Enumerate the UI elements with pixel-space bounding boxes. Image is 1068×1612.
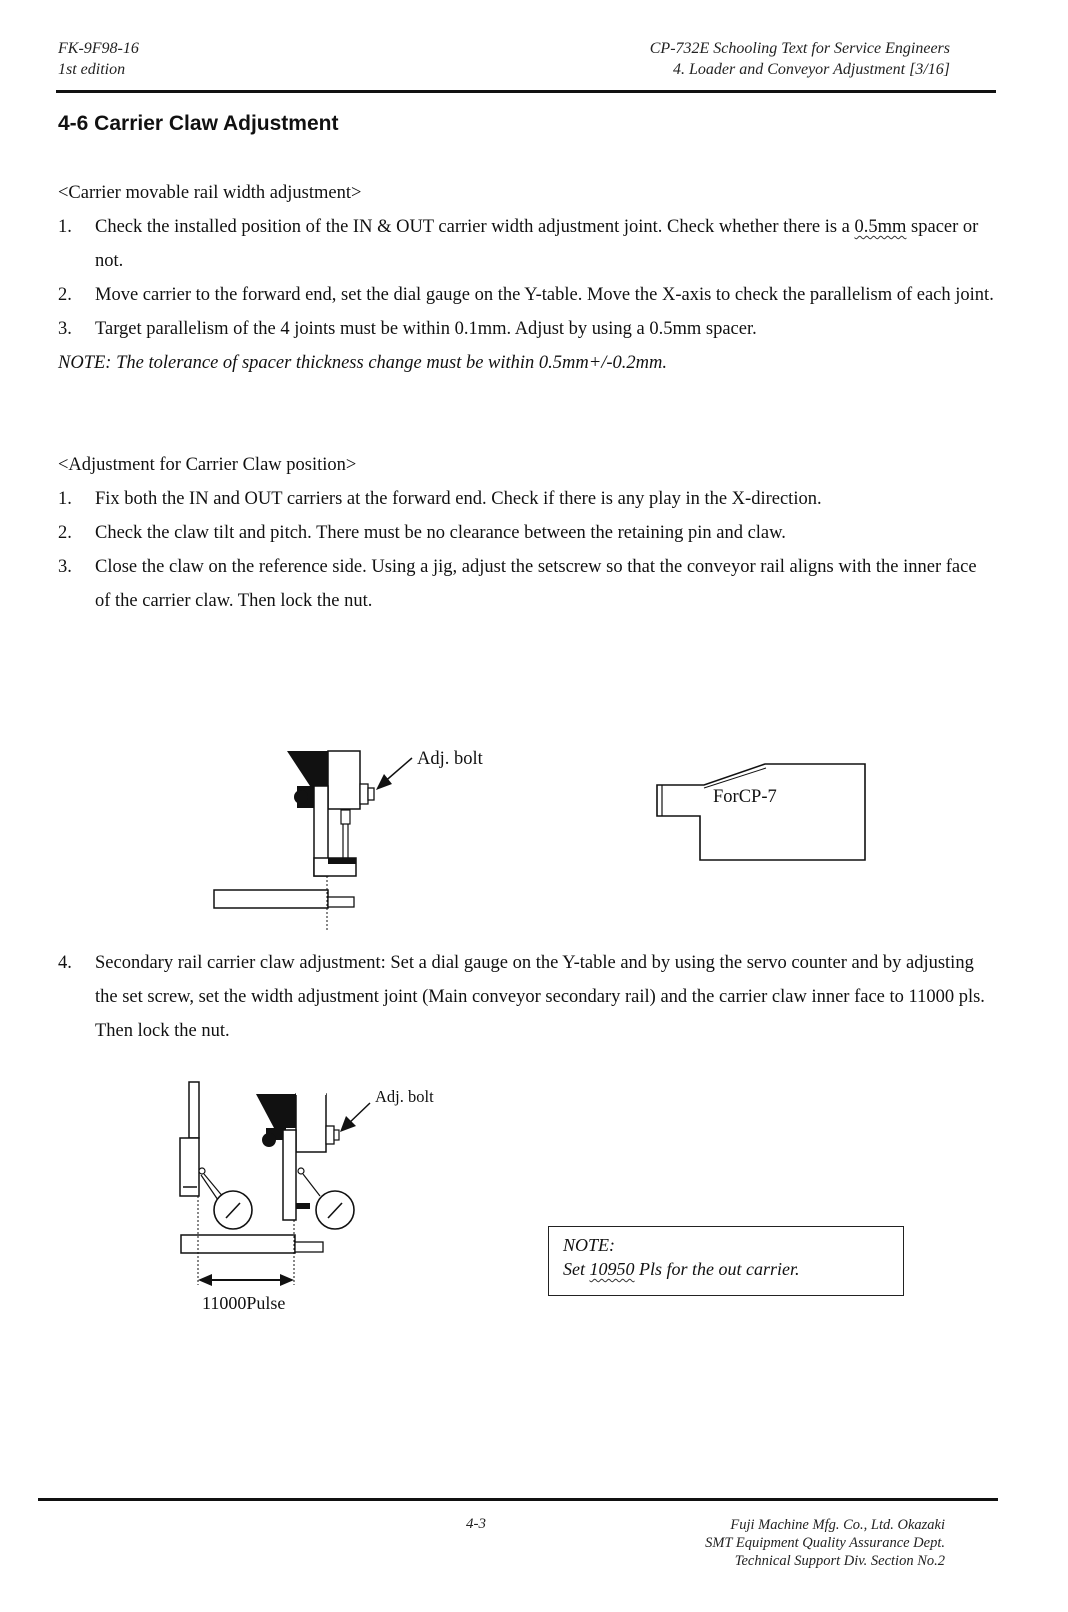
list-item: 4. Secondary rail carrier claw adjustment: Set a dial gauge on the Y-table and by using the servo counter and by adjusting the set screw, set the width adjustment joint (Main conveyor secondary rail) and the carrier claw inner face to 11000 pls. Then lock the nut.	[58, 953, 985, 1041]
part1-list	[58, 210, 998, 346]
dimension-arrow-right-icon	[280, 1274, 294, 1286]
page-number: 4-3	[466, 1516, 486, 1532]
footer-rule	[38, 1498, 998, 1501]
part1-block	[58, 176, 998, 380]
doc-id: FK-9F98-16	[58, 40, 139, 57]
chapter-title: 4. Loader and Conveyor Adjustment [3/16]	[672, 61, 950, 78]
conveyor-rail	[214, 890, 328, 908]
list-item: 2. Move carrier to the forward end, set the dial gauge on the Y-table. Move the X-axis to check the parallelism of each joint.	[58, 285, 994, 305]
list-item: 3. Target parallelism of the 4 joints must be within 0.1mm. Adjust by using a 0.5mm spacer.	[58, 319, 757, 339]
part2-list	[58, 482, 993, 618]
section-title: 4-6 Carrier Claw Adjustment	[58, 112, 339, 135]
doc-title: CP-732E Schooling Text for Service Engineers	[649, 40, 950, 57]
pulse-highlight: 10950	[589, 1259, 635, 1279]
list-item: 3. Close the claw on the reference side. Using a jig, adjust the setscrew so that the conveyor rail aligns with the inner face of the carrier claw. Then lock the nut.	[58, 557, 977, 611]
list-item: 1. Check the installed position of the IN & OUT carrier width adjustment joint. Check whether there is a 0.5mm spacer or not.	[58, 217, 979, 271]
dial-gauge-figure	[150, 1070, 480, 1320]
footer-company: Fuji Machine Mfg. Co., Ltd. Okazaki	[730, 1517, 945, 1533]
spacer-highlight: 0.5mm	[854, 217, 907, 237]
bolt-icon	[326, 1126, 334, 1144]
edition: 1st edition	[58, 61, 126, 78]
footer-division: Technical Support Div. Section No.2	[734, 1553, 945, 1569]
claw-diagram-figure	[200, 700, 620, 940]
footer-info	[705, 1516, 945, 1570]
list-item: 1. Fix both the IN and OUT carriers at the forward end. Check if there is any play in the X-direction.	[58, 489, 822, 509]
adj-bolt-label: Adj. bolt	[417, 749, 483, 769]
part1-heading: <Carrier movable rail width adjustment>	[58, 183, 362, 203]
list-item: 2. Check the claw tilt and pitch. There must be no clearance between the retaining pin and claw.	[58, 523, 786, 543]
tolerance-note: NOTE: The tolerance of spacer thickness change must be within 0.5mm+/-0.2mm.	[58, 353, 668, 373]
dimension-label: 11000Pulse	[202, 1293, 286, 1313]
doc-header-right	[650, 38, 950, 80]
claw-arm	[283, 1130, 296, 1220]
note-box	[548, 1226, 904, 1296]
jig-figure	[640, 760, 900, 870]
arrow-icon	[376, 774, 392, 790]
part2-item4-block	[58, 946, 993, 1048]
bolt-icon	[360, 784, 368, 804]
adj-bolt-label: Adj. bolt	[375, 1087, 434, 1106]
header-rule	[56, 90, 996, 93]
note-text: Set 10950 Pls for the out carrier.	[563, 1259, 800, 1279]
part2-block	[58, 448, 993, 618]
jig-label: ForCP-7	[713, 787, 777, 807]
dimension-arrow-left-icon	[198, 1274, 212, 1286]
note-title: NOTE:	[563, 1235, 616, 1255]
jig-outline	[657, 764, 865, 860]
footer-dept: SMT Equipment Quality Assurance Dept.	[705, 1535, 945, 1551]
part2-heading: <Adjustment for Carrier Claw position>	[58, 455, 357, 475]
doc-header-left	[58, 38, 139, 80]
